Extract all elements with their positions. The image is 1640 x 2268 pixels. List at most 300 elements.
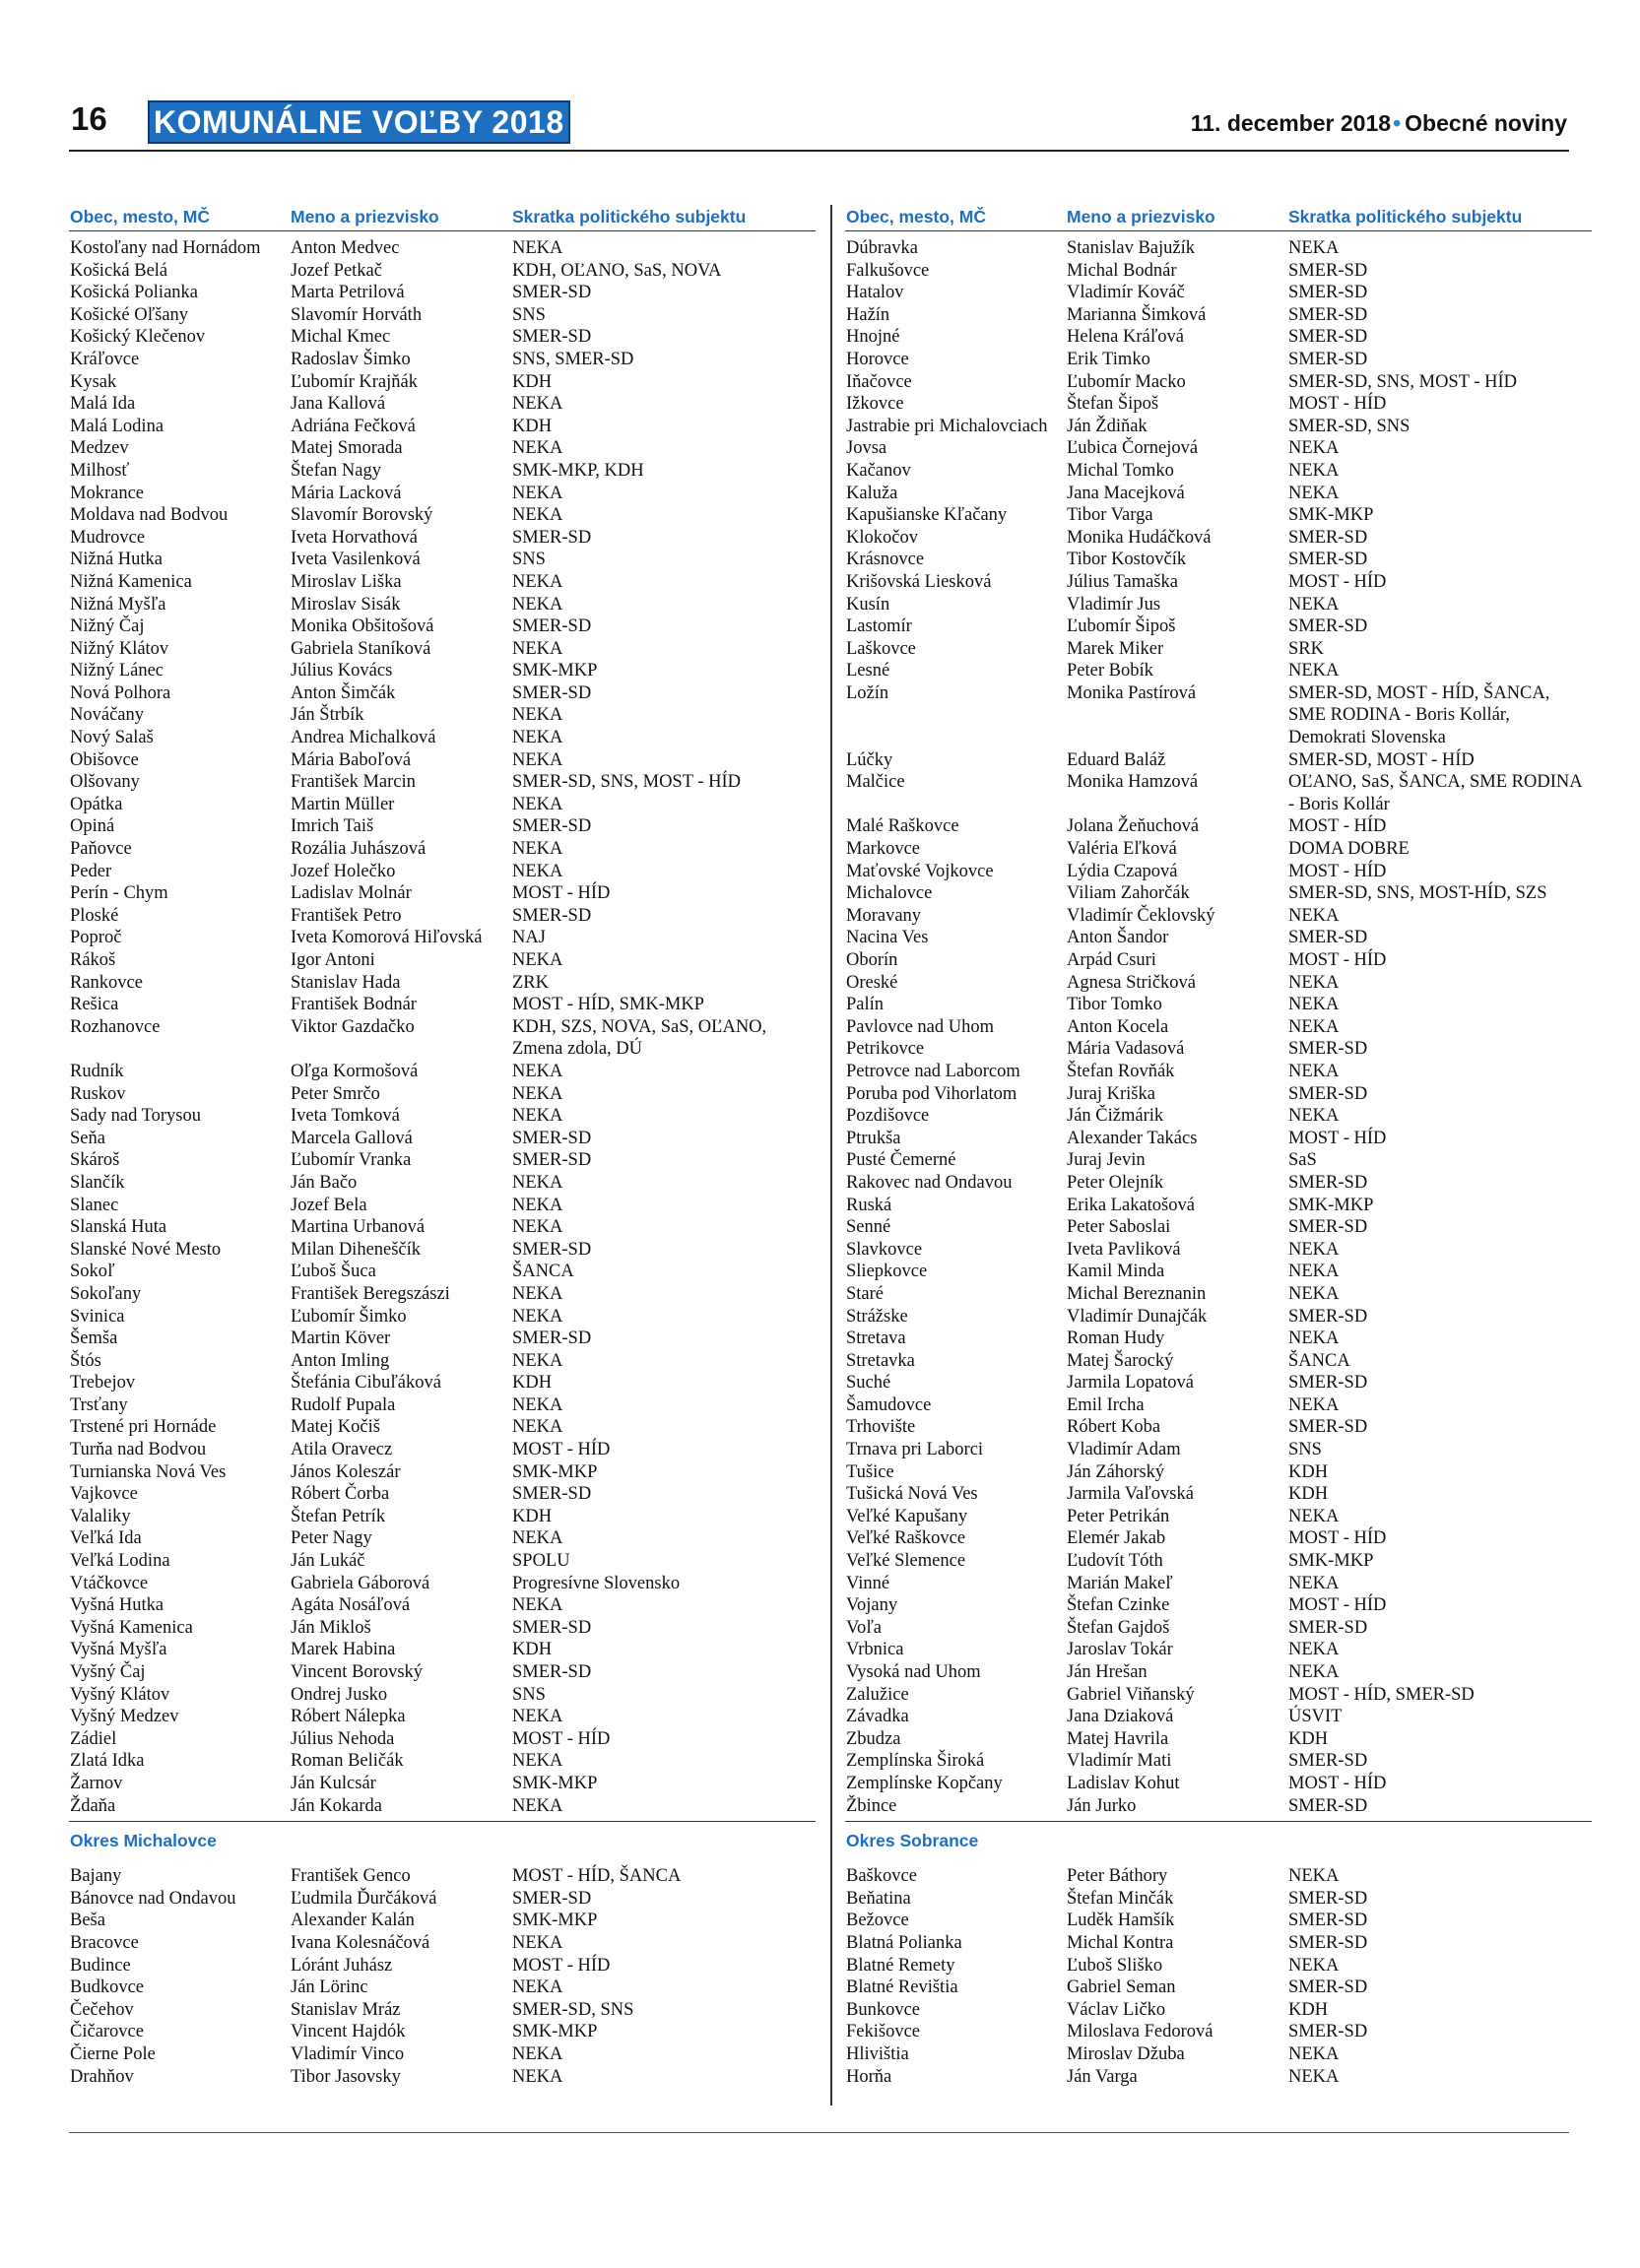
obec-cell: Blatné Remety	[846, 1955, 955, 1976]
table-row	[845, 1910, 1592, 1932]
table-row	[845, 1706, 1592, 1728]
strana-cell: NEKA	[1288, 1640, 1340, 1660]
strana-cell: KDH, SZS, NOVA, SaS, OĽANO, Zmena zdola, DÚ	[512, 1016, 767, 1060]
strana-cell: NEKA	[512, 1195, 563, 1215]
meno-cell: Iveta Horvathová	[291, 527, 418, 548]
strana-cell: MOST - HÍD	[1288, 1595, 1387, 1616]
table-row	[845, 237, 1592, 260]
obec-cell: Slanec	[70, 1195, 119, 1215]
meno-cell: Marek Habina	[291, 1640, 396, 1660]
obec-cell: Malčice	[846, 772, 905, 793]
strana-cell: KDH	[512, 416, 553, 436]
table-row	[69, 2021, 816, 2043]
table-row	[845, 326, 1592, 349]
meno-cell: František Marcin	[291, 772, 416, 793]
right-column	[845, 205, 1592, 2088]
obec-cell: Ploské	[70, 905, 119, 926]
table-row	[69, 1573, 816, 1595]
strana-cell: NEKA	[1288, 1061, 1340, 1081]
meno-cell: Ľudovít Tóth	[1067, 1551, 1163, 1572]
table-row	[69, 460, 816, 483]
meno-cell: Peter Olejník	[1067, 1172, 1164, 1193]
strana-cell: SMK-MKP	[512, 2022, 598, 2042]
obec-cell: Turnianska Nová Ves	[70, 1461, 227, 1482]
district-title: Okres Michalovce	[70, 1831, 217, 1851]
obec-cell: Šamudovce	[846, 1394, 932, 1415]
meno-cell: Ľubomír Šipoš	[1067, 616, 1176, 637]
strana-cell: NEKA	[512, 861, 563, 881]
table-row	[69, 504, 816, 527]
strana-cell: SMER-SD	[1288, 1083, 1368, 1104]
obec-cell: Košická Polianka	[70, 283, 198, 303]
strana-cell: SMK-MKP	[1288, 1195, 1374, 1215]
header-strana: Skratka politického subjektu	[1288, 207, 1523, 227]
strana-cell: SNS, SMER-SD	[512, 349, 634, 369]
obec-cell: Blatná Polianka	[846, 1932, 962, 1953]
masthead-rule	[69, 150, 1569, 152]
header-obec: Obec, mesto, MČ	[70, 207, 210, 227]
meno-cell: Štefan Šipoš	[1067, 394, 1159, 415]
table-row	[845, 905, 1592, 928]
meno-cell: Jolana Žeňuchová	[1067, 816, 1200, 837]
obec-cell: Nižný Lánec	[70, 661, 164, 681]
meno-cell: Vincent Hajdók	[291, 2022, 406, 2042]
table-row	[69, 1661, 816, 1684]
table-row	[69, 1083, 816, 1106]
meno-cell: Rozália Juhászová	[291, 839, 426, 860]
obec-cell: Beša	[70, 1911, 105, 1931]
meno-cell: Ján Hrešan	[1067, 1662, 1148, 1683]
table-row	[69, 771, 816, 794]
table-row	[845, 437, 1592, 460]
obec-cell: Kostoľany nad Hornádom	[70, 238, 261, 258]
table-row	[69, 1728, 816, 1751]
obec-cell: Vyšná Hutka	[70, 1595, 164, 1616]
strana-cell: NEKA	[512, 2066, 563, 2087]
table-row	[69, 794, 816, 816]
strana-cell: NEKA	[1288, 972, 1340, 993]
meno-cell: Peter Nagy	[291, 1528, 372, 1549]
obec-cell: Stretava	[846, 1328, 906, 1349]
meno-cell: Adriána Fečková	[291, 416, 416, 436]
strana-cell: OĽANO, SaS, ŠANCA, SME RODINA - Boris Kollár	[1288, 772, 1582, 814]
strana-cell: SMER-SD	[1288, 304, 1368, 325]
meno-cell: Marianna Šimková	[1067, 304, 1207, 325]
table-row	[845, 2021, 1592, 2043]
table-row	[845, 1750, 1592, 1773]
meno-cell: Monika Hamzová	[1067, 772, 1199, 793]
table-row	[69, 1976, 816, 1999]
table-row	[845, 549, 1592, 571]
obec-cell: Šemša	[70, 1328, 118, 1349]
strana-cell: SMER-SD	[1288, 1911, 1368, 1931]
obec-cell: Krišovská Liesková	[846, 571, 992, 592]
obec-cell: Jovsa	[846, 438, 887, 459]
table-row	[69, 1932, 816, 1955]
meno-cell: Roman Hudy	[1067, 1328, 1165, 1349]
obec-cell: Pusté Čemerné	[846, 1150, 956, 1171]
obec-cell: Poproč	[70, 928, 122, 948]
meno-cell: Alexander Takács	[1067, 1128, 1198, 1148]
meno-cell: Vladimír Adam	[1067, 1440, 1181, 1460]
obec-cell: Lúčky	[846, 749, 893, 770]
table-row	[845, 1350, 1592, 1373]
obec-cell: Nováčany	[70, 705, 144, 726]
obec-cell: Vysoká nad Uhom	[846, 1662, 981, 1683]
obec-cell: Ložín	[846, 682, 889, 703]
strana-cell: MOST - HÍD, SMK-MKP	[512, 995, 704, 1015]
meno-cell: Iveta Komorová Hiľovská	[291, 928, 483, 948]
strana-cell: SMK-MKP	[512, 661, 598, 681]
strana-cell: NEKA	[1288, 1866, 1340, 1887]
table-row	[845, 349, 1592, 371]
table-row	[69, 1706, 816, 1728]
meno-cell: Slavomír Borovský	[291, 505, 433, 526]
obec-cell: Rankovce	[70, 972, 143, 993]
table-row	[69, 304, 816, 327]
header-meno: Meno a priezvisko	[291, 207, 439, 227]
meno-cell: Anton Šandor	[1067, 928, 1169, 948]
strana-cell: SMER-SD	[1288, 1932, 1368, 1953]
obec-cell: Oborín	[846, 950, 898, 971]
strana-cell: SMER-SD	[1288, 616, 1368, 637]
right-district-rows	[845, 1859, 1592, 2088]
section-title: KOMUNÁLNE VOĽBY 2018	[150, 102, 568, 142]
strana-cell: KDH, OĽANO, SaS, NOVA	[512, 260, 722, 281]
table-row	[69, 483, 816, 505]
table-row	[69, 1149, 816, 1172]
strana-cell: NEKA	[1288, 438, 1340, 459]
meno-cell: Ján Štrbík	[291, 705, 364, 726]
meno-cell: Ján Bačo	[291, 1172, 358, 1193]
strana-cell: MOST - HÍD, SMER-SD	[1288, 1684, 1475, 1705]
obec-cell: Paňovce	[70, 839, 132, 860]
obec-cell: Maťovské Vojkovce	[846, 861, 994, 881]
meno-cell: Ján Čižmárik	[1067, 1106, 1164, 1127]
strana-cell: NEKA	[512, 1217, 563, 1238]
obec-cell: Zemplínska Široká	[846, 1751, 985, 1772]
obec-cell: Vtáčkovce	[70, 1573, 149, 1593]
table-row	[69, 1461, 816, 1484]
meno-cell: Roman Beličák	[291, 1751, 404, 1772]
obec-cell: Žarnov	[70, 1773, 123, 1793]
table-row	[845, 749, 1592, 772]
obec-cell: Štós	[70, 1350, 101, 1371]
meno-cell: Tibor Tomko	[1067, 995, 1162, 1015]
publication-name: Obecné noviny	[1405, 110, 1567, 136]
obec-cell: Sokoľany	[70, 1283, 142, 1304]
table-row	[845, 1955, 1592, 1977]
obec-cell: Čečehov	[70, 1999, 134, 2020]
obec-cell: Košická Belá	[70, 260, 168, 281]
obec-cell: Zemplínske Kopčany	[846, 1773, 1003, 1793]
obec-cell: Vajkovce	[70, 1484, 138, 1505]
strana-cell: NEKA	[1288, 2043, 1340, 2064]
meno-cell: Peter Saboslai	[1067, 1217, 1171, 1238]
strana-cell: KDH	[512, 1640, 553, 1660]
strana-cell: NEKA	[1288, 460, 1340, 481]
obec-cell: Hažín	[846, 304, 890, 325]
strana-cell: SNS	[512, 1684, 546, 1705]
obec-cell: Jastrabie pri Michalovciach	[846, 416, 1048, 436]
meno-cell: Peter Báthory	[1067, 1866, 1168, 1887]
obec-cell: Poruba pod Vihorlatom	[846, 1083, 1017, 1104]
meno-cell: Štefánia Cibuľáková	[291, 1373, 441, 1393]
meno-cell: Štefan Gajdoš	[1067, 1617, 1170, 1638]
strana-cell: SMER-SD	[1288, 1795, 1368, 1816]
strana-cell: KDH	[512, 1506, 553, 1526]
obec-cell: Vyšný Čaj	[70, 1662, 146, 1682]
strana-cell: SMER-SD	[512, 283, 592, 303]
meno-cell: Jarmila Lopatová	[1067, 1373, 1194, 1393]
meno-cell: Mária Vadasová	[1067, 1039, 1185, 1060]
meno-cell: Elemér Jakab	[1067, 1528, 1166, 1549]
obec-cell: Hatalov	[846, 283, 904, 303]
obec-cell: Opátka	[70, 794, 123, 814]
strana-cell: ÚSVIT	[1288, 1707, 1343, 1727]
table-row	[845, 1999, 1592, 2022]
strana-cell: SMER-SD, SNS, MOST-HÍD, SZS	[1288, 883, 1547, 904]
strana-cell: NEKA	[512, 571, 563, 592]
strana-cell: NEKA	[512, 438, 563, 459]
strana-cell: NEKA	[1288, 1106, 1340, 1127]
meno-cell: Marta Petrilová	[291, 283, 405, 303]
strana-cell: KDH	[1288, 1728, 1329, 1749]
table-row	[69, 682, 816, 705]
strana-cell: SMER-SD	[1288, 283, 1368, 303]
table-row	[69, 437, 816, 460]
meno-cell: Ľubica Čornejová	[1067, 438, 1199, 459]
obec-cell: Malá Ida	[70, 394, 136, 415]
meno-cell: Andrea Michalková	[291, 728, 436, 748]
strana-cell: NEKA	[1288, 1394, 1340, 1415]
table-row	[845, 1483, 1592, 1506]
obec-cell: Budince	[70, 1955, 131, 1976]
obec-cell: Vojany	[846, 1595, 898, 1616]
strana-cell: SMER-SD	[1288, 527, 1368, 548]
meno-cell: František Genco	[291, 1866, 411, 1887]
meno-cell: Juraj Kriška	[1067, 1083, 1155, 1104]
obec-cell: Krásnovce	[846, 550, 925, 570]
strana-cell: NEKA	[512, 1061, 563, 1081]
table-row	[845, 1016, 1592, 1039]
strana-cell: NEKA	[1288, 905, 1340, 926]
meno-cell: Tibor Kostovčík	[1067, 550, 1187, 570]
table-row	[845, 1283, 1592, 1306]
strana-cell: SaS	[1288, 1150, 1317, 1171]
table-row	[845, 1261, 1592, 1283]
table-row	[69, 1105, 816, 1128]
meno-cell: Anton Medvec	[291, 238, 400, 258]
strana-cell: NEKA	[1288, 1283, 1340, 1304]
table-row	[845, 1506, 1592, 1528]
obec-cell: Svinica	[70, 1306, 125, 1327]
table-row	[69, 594, 816, 616]
obec-cell: Košický Klečenov	[70, 327, 206, 348]
meno-cell: Ján Záhorský	[1067, 1461, 1165, 1482]
obec-cell: Rákoš	[70, 950, 116, 970]
strana-cell: NEKA	[512, 1172, 563, 1193]
meno-cell: Vincent Borovský	[291, 1662, 424, 1682]
meno-cell: Slavomír Horváth	[291, 304, 423, 325]
obec-cell: Baškovce	[846, 1866, 917, 1887]
table-row	[69, 638, 816, 661]
table-row	[69, 393, 816, 416]
table-row	[69, 882, 816, 905]
obec-cell: Opiná	[70, 816, 115, 837]
table-row	[69, 237, 816, 260]
meno-cell: Imrich Taiš	[291, 816, 374, 837]
table-row	[845, 1372, 1592, 1394]
table-row	[845, 1684, 1592, 1707]
meno-cell: Michal Kontra	[1067, 1932, 1174, 1953]
meno-cell: Michal Kmec	[291, 327, 391, 348]
strana-cell: NEKA	[512, 749, 563, 770]
meno-cell: Július Nehoda	[291, 1728, 395, 1749]
strana-cell: ZRK	[512, 972, 549, 993]
meno-cell: Peter Bobík	[1067, 661, 1153, 681]
table-row	[845, 1239, 1592, 1262]
meno-cell: Arpád Csuri	[1067, 950, 1156, 971]
strana-cell: SMER-SD	[1288, 1977, 1368, 1998]
obec-cell: Petrikovce	[846, 1039, 925, 1060]
table-row	[69, 1865, 816, 1888]
meno-cell: Július Tamaška	[1067, 571, 1178, 592]
table-row	[845, 1439, 1592, 1461]
meno-cell: Július Kovács	[291, 661, 393, 681]
strana-cell: SMK-MKP	[512, 1911, 598, 1931]
strana-cell: SMER-SD	[512, 527, 592, 548]
table-row	[69, 1261, 816, 1283]
obec-cell: Vyšná Kamenica	[70, 1617, 193, 1638]
meno-cell: Iveta Pavliková	[1067, 1239, 1181, 1260]
table-row	[845, 838, 1592, 861]
strana-cell: SMER-SD	[1288, 1172, 1368, 1193]
table-row	[69, 949, 816, 972]
meno-cell: Eduard Baláž	[1067, 749, 1166, 770]
table-row	[845, 1795, 1592, 1818]
meno-cell: Ján Kokarda	[291, 1795, 382, 1816]
meno-cell: Matej Smorada	[291, 438, 403, 459]
meno-cell: Mária Baboľová	[291, 749, 412, 770]
obec-cell: Zlatá Idka	[70, 1751, 145, 1772]
meno-cell: Michal Bodnár	[1067, 260, 1177, 281]
strana-cell: SMER-SD	[1288, 327, 1368, 348]
obec-cell: Kráľovce	[70, 349, 140, 369]
table-row	[69, 571, 816, 594]
table-row	[845, 815, 1592, 838]
meno-cell: Vladimír Vinco	[291, 2043, 405, 2064]
strana-cell: SMER-SD, MOST - HÍD, ŠANCA, SME RODINA - Boris Kollár, Demokrati Slovenska	[1288, 682, 1550, 748]
meno-cell: Ladislav Molnár	[291, 883, 412, 904]
strana-cell: SMER-SD	[1288, 1751, 1368, 1772]
obec-cell: Trstené pri Hornáde	[70, 1417, 217, 1438]
table-row	[845, 1728, 1592, 1751]
district-heading	[845, 1821, 1592, 1859]
strana-cell: NEKA	[512, 1795, 563, 1816]
strana-cell: SNS	[512, 304, 546, 325]
obec-cell: Tušice	[846, 1461, 894, 1482]
obec-cell: Turňa nad Bodvou	[70, 1440, 207, 1460]
meno-cell: Matej Kočiš	[291, 1417, 380, 1438]
table-row	[845, 1416, 1592, 1439]
table-row	[845, 682, 1592, 749]
table-row	[69, 416, 816, 438]
bullet-separator: •	[1393, 110, 1402, 136]
table-row	[845, 1216, 1592, 1239]
strana-cell: SMER-SD	[1288, 1039, 1368, 1060]
table-row	[69, 549, 816, 571]
table-row	[845, 1038, 1592, 1061]
table-row	[845, 416, 1592, 438]
page-number: 16	[71, 100, 107, 137]
strana-cell: SMER-SD	[1288, 349, 1368, 369]
issue-info	[1191, 110, 1567, 137]
meno-cell: Ľubomír Krajňák	[291, 371, 418, 392]
obec-cell: Petrovce nad Laborcom	[846, 1061, 1020, 1081]
strana-cell: KDH	[1288, 1461, 1329, 1482]
strana-cell: NEKA	[1288, 1662, 1340, 1683]
strana-cell: NEKA	[1288, 1328, 1340, 1349]
obec-cell: Slančík	[70, 1172, 125, 1193]
strana-cell: KDH	[1288, 1484, 1329, 1505]
obec-cell: Košické Oľšany	[70, 304, 189, 325]
strana-cell: NEKA	[1288, 594, 1340, 615]
table-row	[845, 1172, 1592, 1195]
column-header	[845, 205, 1592, 231]
table-row	[845, 371, 1592, 394]
strana-cell: SMER-SD	[1288, 1306, 1368, 1327]
obec-cell: Ptrukša	[846, 1128, 901, 1148]
obec-cell: Valaliky	[70, 1506, 131, 1526]
strana-cell: NEKA	[512, 505, 563, 526]
obec-cell: Vyšná Myšľa	[70, 1640, 167, 1660]
meno-cell: Jana Dziaková	[1067, 1707, 1174, 1727]
strana-cell: ŠANCA	[512, 1262, 574, 1282]
meno-cell: Gabriela Staníková	[291, 638, 431, 659]
obec-cell: Hnojné	[846, 327, 900, 348]
obec-cell: Čičarovce	[70, 2022, 144, 2042]
obec-cell: Trhovište	[846, 1417, 916, 1438]
table-row	[845, 861, 1592, 883]
table-row	[845, 616, 1592, 638]
table-row	[69, 1328, 816, 1350]
meno-cell: Mária Lacková	[291, 483, 402, 503]
meno-cell: Ján Jurko	[1067, 1795, 1137, 1816]
meno-cell: Stanislav Hada	[291, 972, 401, 993]
obec-cell: Blatné Revištia	[846, 1977, 958, 1998]
strana-cell: NEKA	[512, 1932, 563, 1953]
obec-cell: Markovce	[846, 839, 920, 860]
meno-cell: Miroslav Džuba	[1067, 2043, 1185, 2064]
table-row	[845, 771, 1592, 815]
obec-cell: Sokoľ	[70, 1262, 115, 1282]
strana-cell: SMER-SD	[512, 905, 592, 926]
bottom-rule	[69, 2132, 1569, 2133]
strana-cell: NEKA	[512, 1106, 563, 1127]
masthead	[69, 98, 1569, 150]
meno-cell: Štefan Minčák	[1067, 1888, 1174, 1909]
table-row	[69, 1527, 816, 1550]
obec-cell: Slanské Nové Mesto	[70, 1239, 222, 1260]
obec-cell: Fekišovce	[846, 2022, 921, 2042]
meno-cell: Václav Ličko	[1067, 1999, 1166, 2020]
strana-cell: NEKA	[1288, 238, 1340, 258]
meno-cell: Vladimír Dunajčák	[1067, 1306, 1208, 1327]
meno-cell: Valéria Eľková	[1067, 839, 1177, 860]
obec-cell: Michalovce	[846, 883, 933, 904]
obec-cell: Zádiel	[70, 1728, 117, 1749]
